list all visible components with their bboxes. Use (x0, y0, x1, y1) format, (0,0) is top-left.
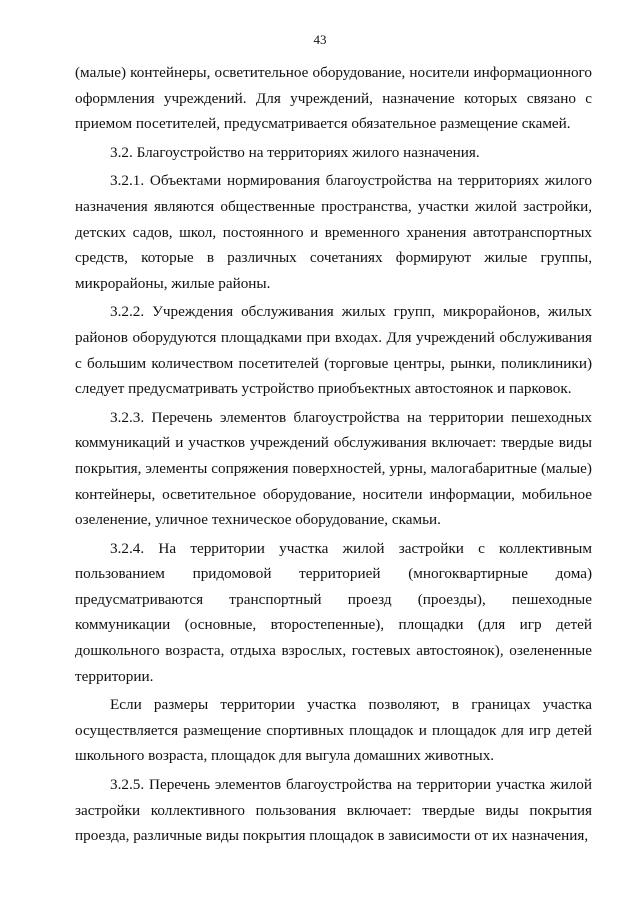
paragraph-3-2-5: 3.2.5. Перечень элементов благоустройства на территории участка жилой застройки коллективного пользования включает: твердые виды покрытия проезда, различные виды покрытия площадок в зависимости от их назначения, (75, 776, 592, 845)
paragraph-3-2-1: 3.2.1. Объектами нормирования благоустройства на территориях жилого назначения являются общественные пространства, участки жилой застройки, детских садов, школ, постоянного и временного хранения автотранспортных средств, которые в различных сочетаниях формируют жилые группы, микрорайоны, жилые районы. (75, 172, 592, 292)
paragraph-3-2-3: 3.2.3. Перечень элементов благоустройства на территории пешеходных коммуникаций и участков учреждений обслуживания включает: твердые виды покрытия, элементы сопряжения поверхностей, урны, малогабаритные (малые) контейнеры, осветительное оборудование, носители информации, мобильное озеленение, уличное техническое оборудование, скамьи. (75, 408, 592, 529)
paragraph-continuation: (малые) контейнеры, осветительное оборудование, носители информационного оформления учреждений. Для учреждений, назначение которых связано с приемом посетителей, предусматривается обязательное размещение скамей. (75, 64, 592, 133)
section-heading-3-2: 3.2. Благоустройство на территориях жилого назначения. (110, 143, 480, 161)
document-body (75, 60, 592, 852)
page-number: 43 (313, 32, 327, 47)
paragraph-3-2-4-extra: Если размеры территории участка позволяют, в границах участка осуществляется размещение спортивных площадок и площадок для игр детей школьного возраста, площадок для выгула домашних животных. (75, 696, 592, 765)
paragraph-3-2-4: 3.2.4. На территории участка жилой застройки с коллективным пользованием придомовой территорией (многоквартирные дома) предусматриваются транспортный проезд (проезды), пешеходные коммуникации (основные, второстепенные), площадки (для игр детей дошкольного возраста, отдыха взрослых, гостевых автостоянок), озелененные территории. (75, 539, 592, 685)
paragraph-3-2-2: 3.2.2. Учреждения обслуживания жилых групп, микрорайонов, жилых районов оборудуются площадками при входах. Для учреждений обслуживания с большим количеством посетителей (торговые центры, рынки, поликлиники) следует предусматривать устройство приобъектных автостоянок и парковок. (75, 303, 592, 398)
